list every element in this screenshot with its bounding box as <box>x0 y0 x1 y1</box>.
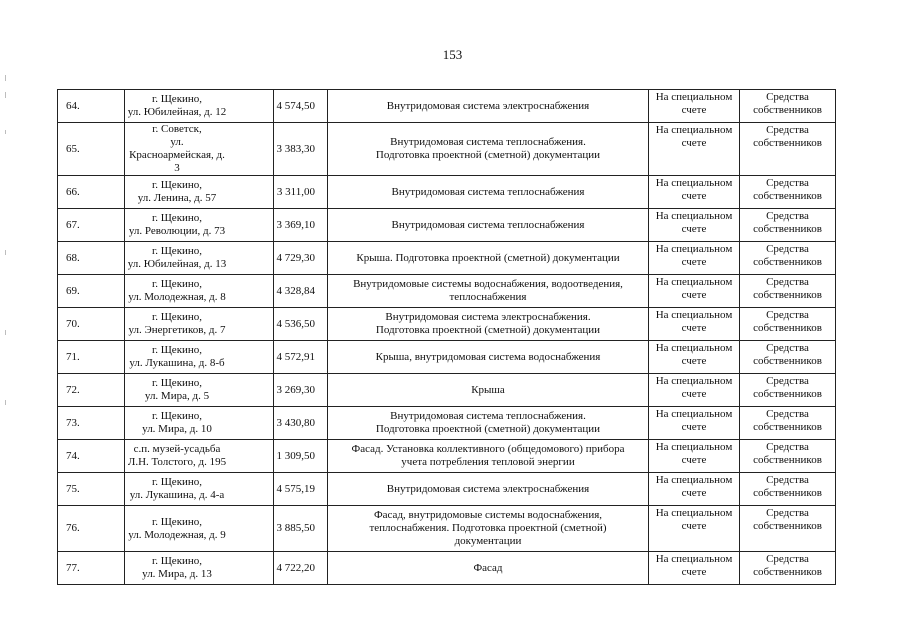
table-row <box>58 374 836 407</box>
address-street: ул. Энергетиков, д. 7 <box>128 324 226 336</box>
area-value: 4 572,91 <box>274 341 328 374</box>
account-type-line: счете <box>681 223 707 235</box>
address-street: ул. Мира, д. 10 <box>142 423 212 435</box>
address-cell <box>125 473 274 506</box>
account-type-line: На специальном <box>655 474 733 486</box>
area-value: 3 311,00 <box>274 176 328 209</box>
funding-source-line: Средства <box>766 441 809 453</box>
address-street: ул. Революции, д. 73 <box>128 225 226 237</box>
works-description <box>328 123 649 176</box>
account-type-line: счете <box>681 520 707 532</box>
table-row <box>58 308 836 341</box>
account-type <box>649 506 740 552</box>
funding-source-line: Средства <box>766 177 809 189</box>
account-type-line: счете <box>681 190 707 202</box>
address-locality: г. Щекино, <box>151 212 203 224</box>
works-description <box>328 275 649 308</box>
works-line: Внутридомовая система теплоснабжения. <box>390 136 586 148</box>
account-type-line: На специальном <box>655 91 733 103</box>
left-margin-mark <box>5 130 6 134</box>
funding-source-line: Средства <box>766 124 809 136</box>
funding-source-line: собственников <box>753 487 822 499</box>
works-description <box>328 209 649 242</box>
address-locality: г. Щекино, <box>151 377 203 389</box>
table-row <box>58 242 836 275</box>
funding-source <box>740 407 836 440</box>
left-margin-mark <box>5 75 6 81</box>
funding-source-line: собственников <box>753 322 822 334</box>
funding-source <box>740 123 836 176</box>
works-description <box>328 176 649 209</box>
account-type-line: счете <box>681 487 707 499</box>
row-number: 76. <box>58 506 125 552</box>
area-value: 4 536,50 <box>274 308 328 341</box>
funding-source-line: Средства <box>766 243 809 255</box>
table-row <box>58 440 836 473</box>
area-value: 4 328,84 <box>274 275 328 308</box>
account-type <box>649 242 740 275</box>
row-number: 77. <box>58 552 125 585</box>
table-row <box>58 123 836 176</box>
works-line: Внутридомовая система электроснабжения <box>386 99 590 112</box>
table-row <box>58 552 836 585</box>
table-row <box>58 407 836 440</box>
funding-source <box>740 473 836 506</box>
address-locality: с.п. музей-усадьба <box>133 443 221 455</box>
address-locality: г. Щекино, <box>151 476 203 488</box>
address-locality: г. Щекино, <box>151 278 203 290</box>
area-value: 3 885,50 <box>274 506 328 552</box>
account-type <box>649 341 740 374</box>
works-line: теплоснабжения <box>449 291 527 303</box>
address-locality: г. Щекино, <box>151 515 203 528</box>
address-cell <box>125 176 274 209</box>
works-description <box>328 374 649 407</box>
funding-source <box>740 242 836 275</box>
account-type-line: На специальном <box>655 342 733 354</box>
row-number: 68. <box>58 242 125 275</box>
account-type-line: счете <box>681 256 707 268</box>
account-type-line: На специальном <box>655 553 733 565</box>
row-number: 73. <box>58 407 125 440</box>
funding-source <box>740 374 836 407</box>
works-line: документации <box>454 535 522 547</box>
funding-source-line: собственников <box>753 355 822 367</box>
row-number: 74. <box>58 440 125 473</box>
area-value: 4 575,19 <box>274 473 328 506</box>
row-number: 65. <box>58 123 125 176</box>
address-street: ул. Красноармейская, д. 3 <box>129 136 225 174</box>
area-value: 3 430,80 <box>274 407 328 440</box>
works-description <box>328 552 649 585</box>
funding-source-line: собственников <box>753 388 822 400</box>
table-row <box>58 275 836 308</box>
funding-source-line: собственников <box>753 256 822 268</box>
address-street: ул. Лукашина, д. 8-б <box>129 357 225 369</box>
account-type-line: На специальном <box>655 124 733 136</box>
table-row <box>58 473 836 506</box>
works-description <box>328 90 649 123</box>
account-type-line: счете <box>681 454 707 466</box>
row-number: 71. <box>58 341 125 374</box>
row-number: 66. <box>58 176 125 209</box>
works-line: Фасад. Установка коллективного (общедомового) прибора <box>351 443 625 455</box>
account-type-line: На специальном <box>655 243 733 255</box>
address-street: ул. Мира, д. 13 <box>142 568 212 580</box>
area-value: 3 269,30 <box>274 374 328 407</box>
funding-source-line: собственников <box>753 454 822 466</box>
works-line: Крыша <box>471 383 505 396</box>
funding-source-line: Средства <box>766 375 809 387</box>
account-type-line: На специальном <box>655 177 733 189</box>
funding-source-line: Средства <box>766 507 809 519</box>
address-locality: г. Щекино, <box>151 311 203 323</box>
account-type <box>649 407 740 440</box>
works-line: Крыша. Подготовка проектной (сметной) документации <box>356 251 620 264</box>
address-cell <box>125 407 274 440</box>
address-cell <box>125 242 274 275</box>
row-number: 70. <box>58 308 125 341</box>
area-value: 3 369,10 <box>274 209 328 242</box>
works-line: Внутридомовая система электроснабжения. <box>385 311 591 323</box>
works-line: учета потребления тепловой энергии <box>401 456 575 468</box>
account-type <box>649 90 740 123</box>
works-description <box>328 341 649 374</box>
left-margin-mark <box>5 250 6 255</box>
account-type-line: На специальном <box>655 276 733 288</box>
address-locality: г. Щекино, <box>151 555 203 567</box>
funding-source-line: Средства <box>766 309 809 321</box>
address-locality: г. Советск, <box>152 123 202 135</box>
funding-source-line: Средства <box>766 474 809 486</box>
area-value: 4 729,30 <box>274 242 328 275</box>
funding-source <box>740 506 836 552</box>
address-street: ул. Молодежная, д. 9 <box>128 528 226 541</box>
works-description <box>328 440 649 473</box>
table-row <box>58 176 836 209</box>
address-street: ул. Ленина, д. 57 <box>137 192 217 204</box>
address-locality: г. Щекино, <box>151 410 203 422</box>
left-margin-mark <box>5 92 6 98</box>
funding-source-line: Средства <box>766 91 809 103</box>
account-type-line: счете <box>681 322 707 334</box>
address-street: Л.Н. Толстого, д. 195 <box>127 456 227 468</box>
area-value: 4 722,20 <box>274 552 328 585</box>
funding-source <box>740 275 836 308</box>
works-description <box>328 242 649 275</box>
account-type-line: счете <box>681 421 707 433</box>
address-cell <box>125 90 274 123</box>
works-line: Фасад <box>473 561 503 574</box>
page-number: 153 <box>442 47 463 62</box>
works-line: Внутридомовые системы водоснабжения, водоотведения, <box>353 278 623 290</box>
funding-source <box>740 341 836 374</box>
works-line: Внутридомовая система теплоснабжения. <box>390 410 586 422</box>
row-number: 69. <box>58 275 125 308</box>
address-locality: г. Щекино, <box>151 344 203 356</box>
works-line: Внутридомовая система электроснабжения <box>386 482 590 495</box>
account-type-line: счете <box>681 388 707 400</box>
funding-source <box>740 176 836 209</box>
works-line: Фасад, внутридомовые системы водоснабжения, <box>373 509 603 521</box>
funding-source-line: собственников <box>753 566 822 578</box>
works-description <box>328 407 649 440</box>
table-row <box>58 90 836 123</box>
funding-source <box>740 440 836 473</box>
table-row <box>58 506 836 552</box>
account-type-line: На специальном <box>655 507 733 519</box>
address-cell <box>125 341 274 374</box>
funding-source-line: собственников <box>753 223 822 235</box>
address-street: ул. Молодежная, д. 8 <box>128 291 226 303</box>
works-line: Подготовка проектной (сметной) документации <box>375 423 601 435</box>
row-number: 72. <box>58 374 125 407</box>
address-cell <box>125 440 274 473</box>
account-type <box>649 552 740 585</box>
table-row <box>58 341 836 374</box>
address-locality: г. Щекино, <box>151 245 203 257</box>
repair-program-table <box>57 89 836 585</box>
address-street: ул. Мира, д. 5 <box>144 390 210 402</box>
funding-source <box>740 90 836 123</box>
account-type-line: счете <box>681 104 707 116</box>
funding-source <box>740 308 836 341</box>
area-value: 1 309,50 <box>274 440 328 473</box>
left-margin-mark <box>5 400 6 405</box>
funding-source-line: Средства <box>766 342 809 354</box>
funding-source-line: Средства <box>766 210 809 222</box>
works-description <box>328 473 649 506</box>
works-line: Подготовка проектной (сметной) документации <box>375 149 601 161</box>
table-body <box>58 90 836 585</box>
account-type <box>649 275 740 308</box>
account-type <box>649 473 740 506</box>
works-line: Внутридомовая система теплоснабжения <box>391 218 585 231</box>
funding-source-line: собственников <box>753 289 822 301</box>
row-number: 75. <box>58 473 125 506</box>
account-type <box>649 209 740 242</box>
funding-source-line: собственников <box>753 104 822 116</box>
account-type <box>649 374 740 407</box>
account-type <box>649 308 740 341</box>
address-locality: г. Щекино, <box>151 179 203 191</box>
funding-source-line: собственников <box>753 137 822 149</box>
account-type-line: счете <box>681 289 707 301</box>
address-cell <box>125 374 274 407</box>
table-row <box>58 209 836 242</box>
row-number: 67. <box>58 209 125 242</box>
works-line: Подготовка проектной (сметной) документации <box>375 324 601 336</box>
works-description <box>328 308 649 341</box>
funding-source <box>740 552 836 585</box>
account-type-line: счете <box>681 566 707 578</box>
address-locality: г. Щекино, <box>151 93 203 105</box>
funding-source-line: собственников <box>753 520 822 532</box>
account-type-line: счете <box>681 355 707 367</box>
address-street: ул. Юбилейная, д. 13 <box>127 258 227 270</box>
funding-source-line: собственников <box>753 190 822 202</box>
account-type <box>649 123 740 176</box>
address-cell <box>125 308 274 341</box>
works-description <box>328 506 649 552</box>
left-margin-mark <box>5 330 6 335</box>
area-value: 4 574,50 <box>274 90 328 123</box>
account-type <box>649 440 740 473</box>
funding-source-line: Средства <box>766 408 809 420</box>
address-cell <box>125 552 274 585</box>
address-street: ул. Юбилейная, д. 12 <box>127 106 227 118</box>
account-type-line: счете <box>681 137 707 149</box>
account-type-line: На специальном <box>655 408 733 420</box>
funding-source-line: собственников <box>753 421 822 433</box>
area-value: 3 383,30 <box>274 123 328 176</box>
funding-source-line: Средства <box>766 553 809 565</box>
account-type-line: На специальном <box>655 210 733 222</box>
address-cell <box>125 506 274 552</box>
account-type-line: На специальном <box>655 441 733 453</box>
works-line: Внутридомовая система теплоснабжения <box>391 185 585 198</box>
works-line: теплоснабжения. Подготовка проектной (сметной) <box>369 522 607 534</box>
funding-source-line: Средства <box>766 276 809 288</box>
address-cell <box>125 275 274 308</box>
account-type-line: На специальном <box>655 375 733 387</box>
address-cell <box>125 209 274 242</box>
funding-source <box>740 209 836 242</box>
address-street: ул. Лукашина, д. 4-а <box>129 489 225 501</box>
row-number: 64. <box>58 90 125 123</box>
address-cell <box>125 123 274 176</box>
works-line: Крыша, внутридомовая система водоснабжения <box>375 350 601 363</box>
account-type-line: На специальном <box>655 309 733 321</box>
account-type <box>649 176 740 209</box>
